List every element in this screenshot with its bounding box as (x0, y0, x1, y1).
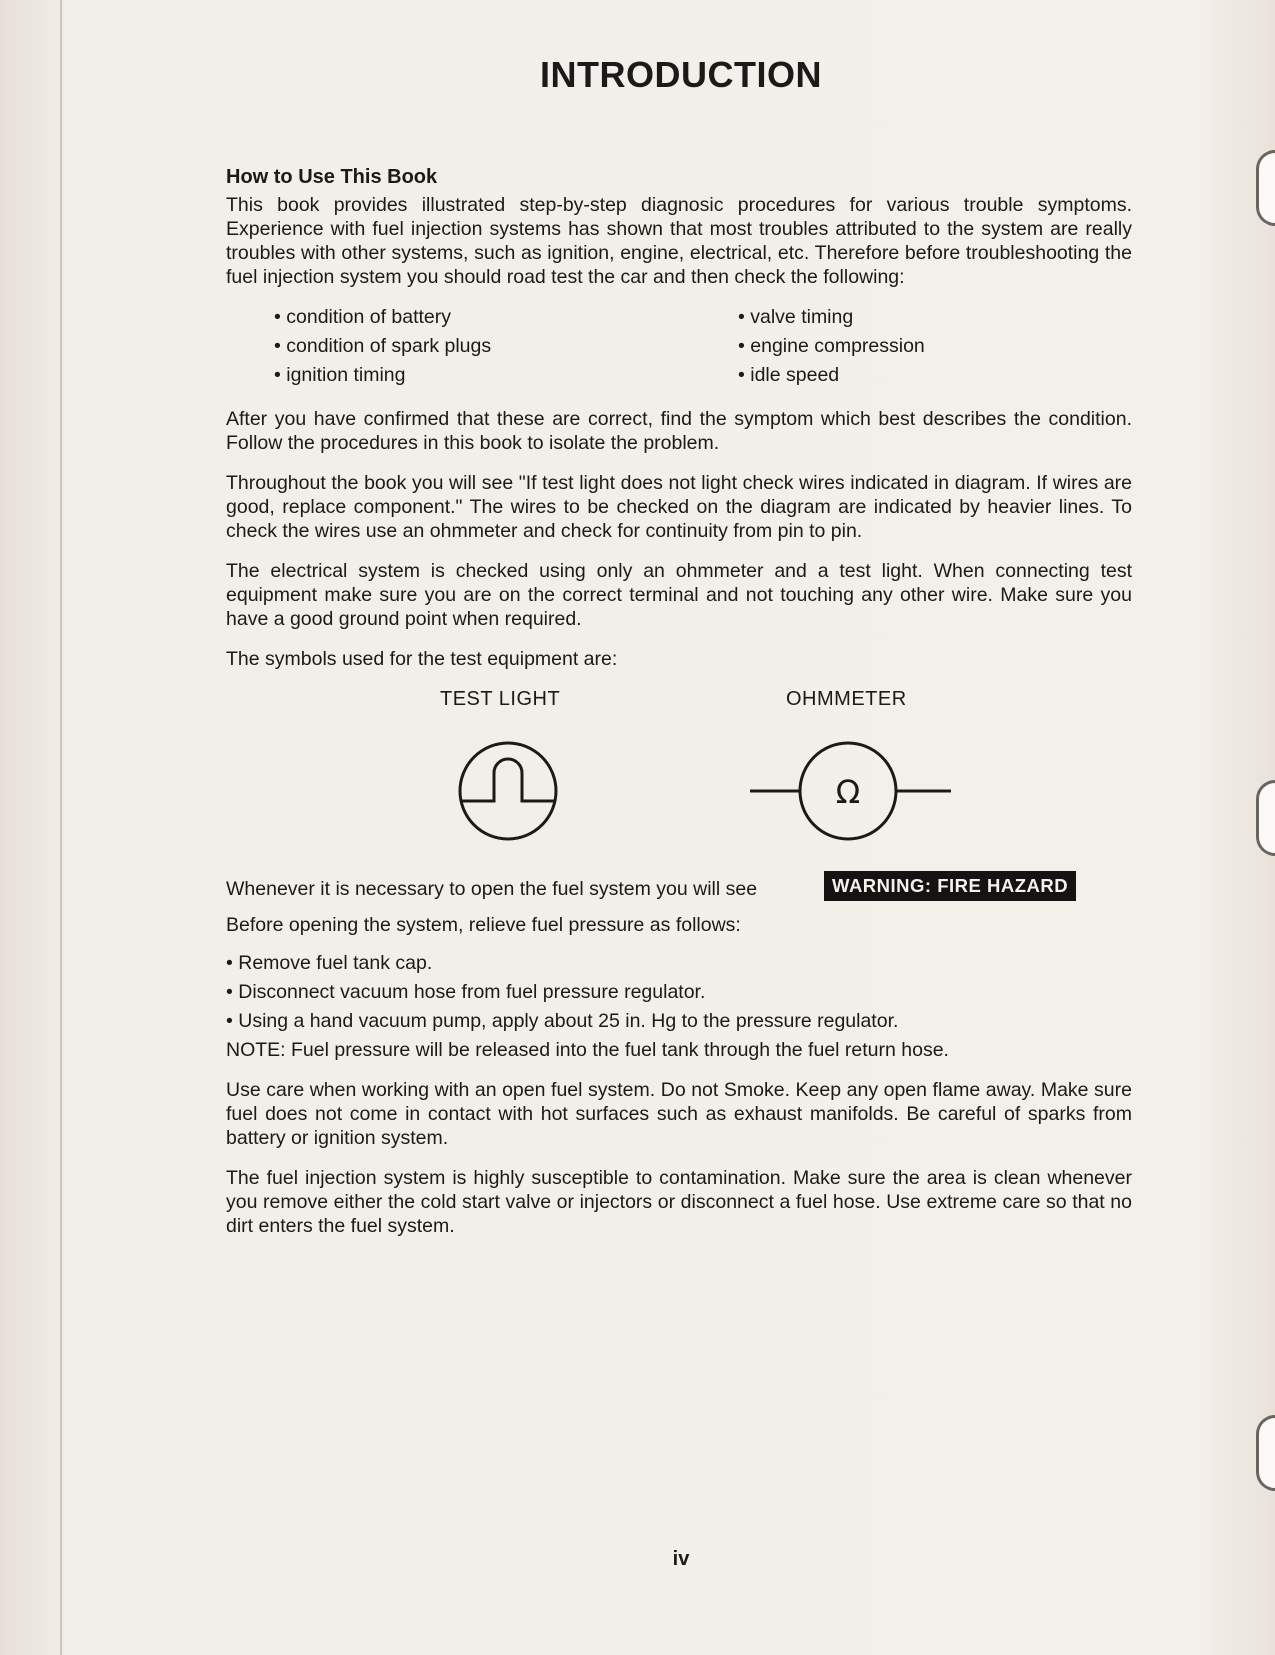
paragraph-intro: This book provides illustrated step-by-step diagnosic procedures for various trouble symptoms. Experience with fuel injection systems has shown that most troubles attributed to the system are really troubles with other systems, such as ignition, engine, electrical, etc. Therefore before troubleshooting the fuel injection system you should road test the car and then check the following: (226, 194, 1132, 288)
symbols-svg (226, 687, 1132, 867)
list-item: • Remove fuel tank cap. (226, 951, 1132, 975)
ohm-symbol: Ω (835, 773, 861, 811)
paragraph-contamination: The fuel injection system is highly susceptible to contamination. Make sure the area is clean whenever you remove either the cold start valve or injectors or disconnect a fuel hose. Use extreme care so that no dirt enters the fuel system. (226, 1167, 1132, 1237)
list-item: • Disconnect vacuum hose from fuel pressure regulator. (226, 980, 1132, 1004)
ohmmeter-label: OHMMETER (786, 688, 907, 710)
checklist-item: • idle speed (738, 363, 925, 392)
warning-row (226, 871, 1132, 903)
paragraph-electrical: The electrical system is checked using only an ohmmeter and a test light. When connecting test equipment make sure you are on the correct terminal and not touching any other wire. Make sure you have a good ground point when required. (226, 560, 1132, 630)
test-light-icon (460, 743, 556, 839)
paragraph-test-light: Throughout the book you will see "If test light does not light check wires indicated in diagram. If wires are good, replace component." The wires to be checked on the diagram are indicated by heavier lines. To check the wires use an ohmmeter and check for continuity from pin to pin. (226, 472, 1132, 542)
symbols-figure (226, 687, 1132, 867)
warning-text: Whenever it is necessary to open the fuel system you will see (226, 878, 758, 900)
page-title: INTRODUCTION (540, 54, 822, 95)
checklist (226, 305, 1132, 393)
warning-badge: WARNING: FIRE HAZARD (824, 871, 1076, 901)
binder-hole (1256, 150, 1275, 226)
checklist-right (738, 305, 925, 392)
binder-hole (1256, 780, 1275, 856)
page-content (226, 165, 1132, 1254)
binding-edge (60, 0, 62, 1655)
paragraph-confirm: After you have confirmed that these are correct, find the symptom which best describes the condition. Follow the procedures in this book to isolate the problem. (226, 408, 1132, 454)
paragraph-symbols: The symbols used for the test equipment are: (226, 648, 618, 670)
test-light-label: TEST LIGHT (440, 688, 561, 710)
ohmmeter-icon (750, 743, 951, 839)
checklist-item: • condition of battery (274, 305, 491, 334)
checklist-item: • engine compression (738, 334, 925, 363)
checklist-left (274, 305, 491, 392)
binder-hole (1256, 1415, 1275, 1491)
checklist-item: • valve timing (738, 305, 925, 334)
paragraph-relieve: Before opening the system, relieve fuel pressure as follows: (226, 914, 741, 936)
note-text: NOTE: Fuel pressure will be released into the fuel tank through the fuel return hose. (226, 1039, 949, 1061)
list-item: • Using a hand vacuum pump, apply about 25 in. Hg to the pressure regulator. (226, 1009, 1132, 1033)
paragraph-care: Use care when working with an open fuel system. Do not Smoke. Keep any open flame away. Make sure fuel does not come in contact with hot surfaces such as exhaust manifolds. Be careful of sparks from battery or ignition system. (226, 1079, 1132, 1149)
page-number: iv (672, 1548, 690, 1570)
steps-list (226, 951, 1132, 1033)
section-heading: How to Use This Book (226, 166, 438, 188)
checklist-item: • condition of spark plugs (274, 334, 491, 363)
checklist-item: • ignition timing (274, 363, 491, 392)
